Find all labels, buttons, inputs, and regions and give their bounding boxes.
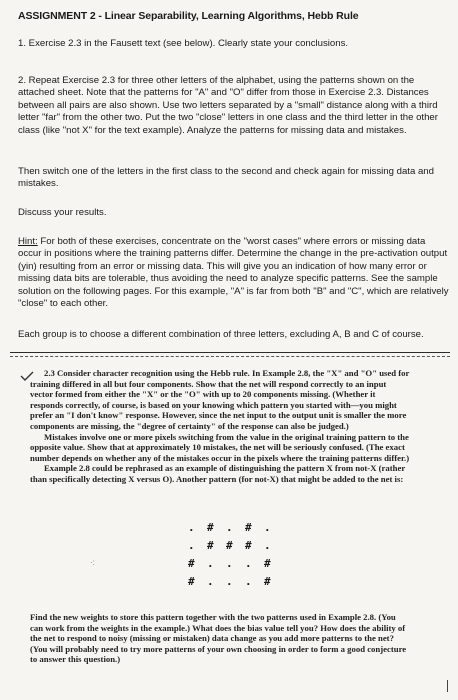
- pattern-pixel-off: .: [226, 557, 233, 570]
- discuss-text: Discuss your results.: [18, 207, 107, 218]
- stray-mark: ·:: [90, 558, 95, 567]
- hint-label: Hint:: [18, 236, 38, 247]
- assignment-title: ASSIGNMENT 2 - Linear Separability, Learning Algorithms, Hebb Rule: [18, 10, 359, 22]
- pattern-pixel-off: .: [245, 575, 252, 588]
- pattern-pixel-off: .: [264, 539, 271, 552]
- pattern-pixel-on: #: [226, 539, 233, 552]
- pattern-pixel-on: #: [264, 557, 271, 570]
- pattern-pixel-off: .: [188, 521, 195, 534]
- pattern-pixel-off: .: [226, 575, 233, 588]
- pattern-pixel-on: #: [207, 521, 214, 534]
- textbook-excerpt-2: [30, 612, 410, 665]
- page-edge-mark: [447, 680, 448, 692]
- example-2-8-text: Example 2.8 could be rephrased as an example of distinguishing the pattern X from not-X (rather than specifically detecting X versus O). Another pattern (for not-X) that might be added to the net is:: [30, 463, 406, 484]
- pattern-pixel-on: #: [264, 575, 271, 588]
- not-x-pattern-grid: [188, 522, 278, 594]
- pattern-pixel-off: .: [207, 575, 214, 588]
- pattern-pixel-on: #: [188, 557, 195, 570]
- separator-line-dashed: [10, 356, 450, 357]
- switch-text: Then switch one of the letters in the first class to the second and check again for missing data and mistakes.: [18, 166, 434, 190]
- pattern-pixel-off: .: [264, 521, 271, 534]
- pattern-pixel-off: .: [188, 539, 195, 552]
- item-2-text: 2. Repeat Exercise 2.3 for three other letters of the alphabet, using the patterns shown on the attached sheet. Note that the patterns for "A" and "O" differ from those in Exercise 2.3. Distances between all pairs are also shown. Use two letters separated by a "small" distance along with a third letter "far" from the other two. Put the two "close" letters in one class and the third letter in the other class (like "not X" for the text example). Analyze the patterns for missing data and mistakes.: [18, 75, 438, 136]
- pattern-pixel-off: .: [226, 521, 233, 534]
- separator-line: [10, 352, 450, 353]
- pattern-pixel-off: .: [245, 557, 252, 570]
- mistakes-text: Mistakes involve one or more pixels switching from the value in the original training pattern to the opposite value. Show that at approximately 10 mistakes, the net will be seriously confused. (The exact number depends on whether any of the mistakes occur in the pixels where the training patterns differ.): [30, 431, 410, 463]
- hint-text: For both of these exercises, concentrate on the "worst cases" where errors or missing data occur in positions where the training patterns differ. Determine the change in the pre-activation output (yin) resulting from an error or missing data. This will give you an indication of how many error or missing data bits are tolerable, thus avoiding the need to analyze specific patterns. See the sample solution on the following pages. For this example, "A" is far from both "B" and "C", which are relatively "close" to each other.: [18, 236, 449, 310]
- pattern-pixel-on: #: [245, 539, 252, 552]
- item-1-text: 1. Exercise 2.3 in the Fausett text (see below). Clearly state your conclusions.: [18, 38, 349, 49]
- hint-paragraph: [18, 236, 450, 310]
- pattern-pixel-off: .: [207, 557, 214, 570]
- new-weights-question: Find the new weights to store this pattern together with the two patterns used in Example 2.8. (You can work from the weights in the example.) What does the bias value tell you? How does the ability of the net to respond to noisy (missing or mistaken) data change as you add more patterns to the net? (You will probably need to try more patterns of your own choosing in order to form a good conjecture to answer this question.): [30, 612, 407, 665]
- pattern-pixel-on: #: [188, 575, 195, 588]
- group-text: Each group is to choose a different combination of three letters, excluding A, B and C of course.: [18, 329, 424, 340]
- pattern-pixel-on: #: [207, 539, 214, 552]
- exercise-2-3-text: 2.3 Consider character recognition using the Hebb rule. In Example 2.8, the "X" and "O" used for training differed in all but four components. Show that the net will respond correctly to an input vector formed from either the "X" or the "O" with up to 20 components missing. (Whether it responds correctly, of course, is based on your knowing which pattern you started with—you might prefer an "I don't know" response. However, since the net input to the output unit is smaller the more components are missing, the "degree of certainty" of the response can also be judged.): [30, 368, 410, 431]
- pattern-pixel-on: #: [245, 521, 252, 534]
- textbook-excerpt-1: [30, 368, 410, 485]
